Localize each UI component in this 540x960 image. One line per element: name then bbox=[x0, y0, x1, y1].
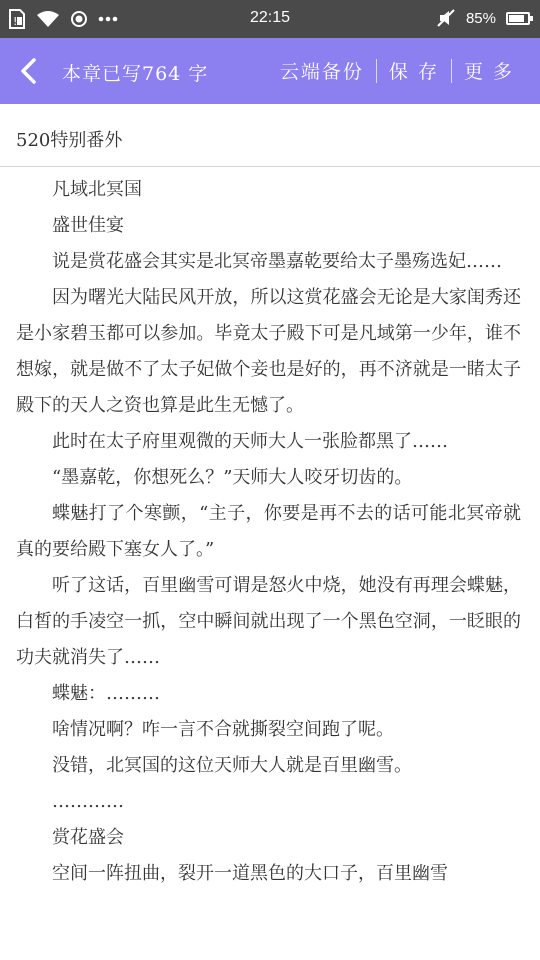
content-paragraph: 空间一阵扭曲，裂开一道黑色的大口子，百里幽雪 bbox=[52, 863, 448, 884]
battery-fill bbox=[509, 15, 524, 22]
word-count-title: 本章已写764 字 bbox=[62, 63, 209, 85]
content-paragraph: 凡域北冥国 bbox=[52, 179, 142, 200]
status-bar bbox=[0, 0, 540, 38]
svg-text:!: ! bbox=[13, 15, 18, 28]
content-paragraph: 说是赏花盛会其实是北冥帝墨嘉乾要给太子墨殇选妃…… bbox=[52, 251, 502, 272]
content-paragraph: ………… bbox=[52, 791, 124, 812]
chapter-title[interactable]: 520特别番外 bbox=[0, 104, 540, 167]
status-right-icons bbox=[436, 8, 530, 28]
editor-toolbar bbox=[0, 38, 540, 104]
content-paragraph: 没错，北冥国的这位天师大人就是百里幽雪。 bbox=[52, 755, 412, 776]
chapter-content-editor[interactable] bbox=[16, 172, 521, 960]
cloud-backup-button[interactable]: 云端备份 bbox=[279, 61, 364, 83]
chevron-left-icon[interactable] bbox=[14, 55, 46, 87]
content-paragraph: 此时在太子府里观微的天师大人一张脸都黑了…… bbox=[52, 431, 448, 452]
save-button[interactable]: 保 存 bbox=[388, 61, 439, 83]
battery-percent: 85% bbox=[465, 9, 496, 27]
content-paragraph: 啥情况啊？咋一言不合就撕裂空间跑了呢。 bbox=[52, 719, 394, 740]
toolbar-actions bbox=[268, 57, 526, 84]
battery-icon bbox=[506, 12, 530, 25]
content-paragraph: 蝶魅打了个寒颤，“主子，你要是再不去的话可能北冥帝就真的要给殿下塞女人了。” bbox=[16, 503, 521, 560]
content-paragraph: 因为曙光大陆民风开放，所以这赏花盛会无论是大家闺秀还是小家碧玉都可以参加。毕竟太子殿下可是凡域第一少年，谁不想嫁，就是做不了太子妃做个妾也是好的，再不济就是一睹太子殿下的天人之资也算是此生无憾了。 bbox=[16, 287, 521, 416]
content-paragraph: “墨嘉乾，你想死么？”天师大人咬牙切齿的。 bbox=[52, 467, 413, 488]
more-button[interactable]: 更 多 bbox=[463, 61, 514, 83]
status-time: 22:15 bbox=[249, 9, 291, 26]
mute-icon bbox=[436, 8, 456, 28]
content-paragraph: 听了这话，百里幽雪可谓是怒火中烧，她没有再理会蝶魅，白皙的手凌空一抓，空中瞬间就出现了一个黑色空洞，一眨眼的功夫就消失了…… bbox=[16, 575, 521, 668]
content-paragraph: 蝶魅：……… bbox=[52, 683, 160, 704]
content-paragraph: 赏花盛会 bbox=[52, 827, 124, 848]
content-paragraph: 盛世佳宴 bbox=[52, 215, 124, 236]
